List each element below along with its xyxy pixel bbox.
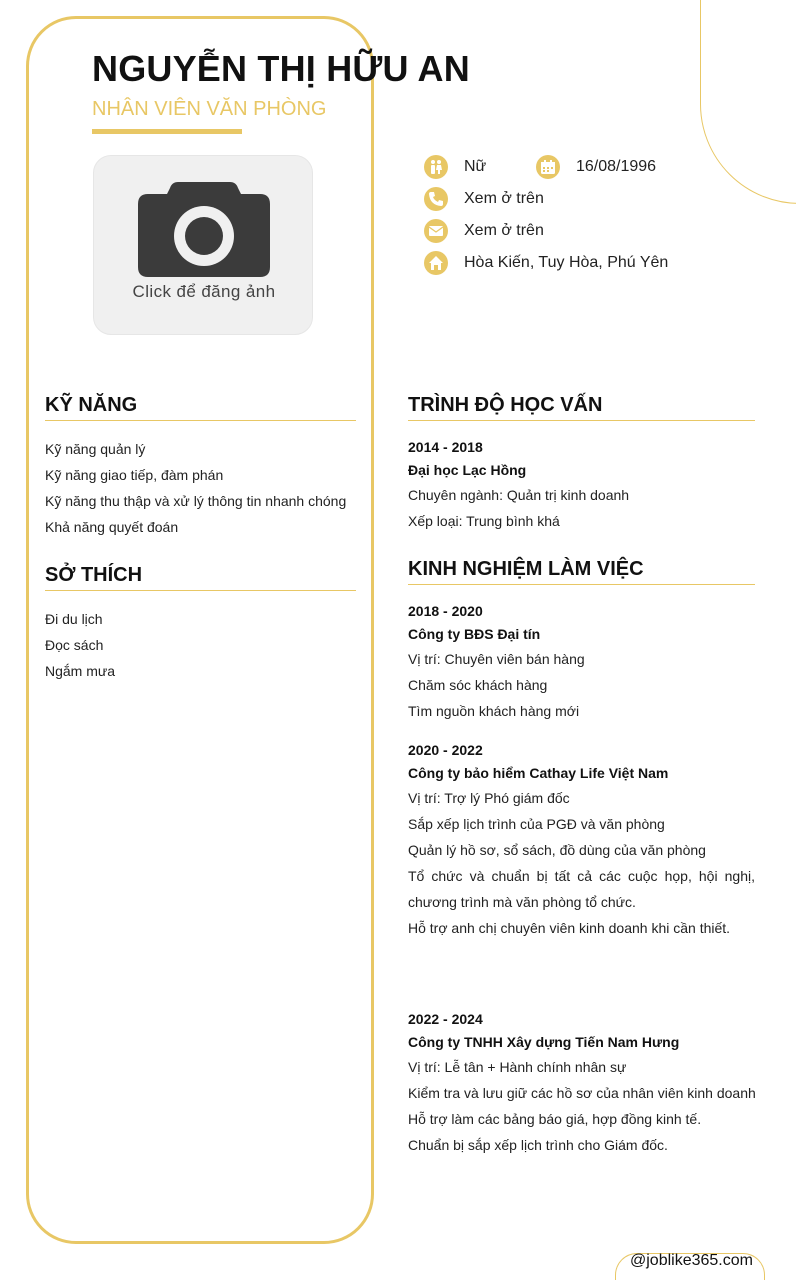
job-company: Công ty TNHH Xây dựng Tiến Nam Hưng xyxy=(408,1034,680,1050)
address-value: Hòa Kiến, Tuy Hòa, Phú Yên xyxy=(464,254,669,271)
experience-heading: KINH NGHIỆM LÀM VIỆC xyxy=(408,558,644,580)
job-line: Tìm nguồn khách hàng mới xyxy=(408,703,580,719)
photo-caption: Click để đăng ảnh xyxy=(132,282,276,301)
email-value: Xem ở trên xyxy=(464,222,544,239)
calendar-icon xyxy=(536,155,560,179)
hobby-item: Đi du lịch xyxy=(45,611,103,627)
job-years: 2022 - 2024 xyxy=(408,1011,483,1027)
skills-divider xyxy=(45,420,356,421)
title-underline xyxy=(92,129,242,134)
job-line: Hỗ trợ anh chị chuyên viên kinh doanh khi cần thiết. xyxy=(408,920,731,936)
photo-upload[interactable] xyxy=(93,155,313,335)
skill-item: Kỹ năng giao tiếp, đàm phán xyxy=(45,467,224,483)
education-years: 2014 - 2018 xyxy=(408,439,483,455)
job-line: Hỗ trợ làm các bảng báo giá, hợp đồng kinh tế. xyxy=(408,1111,702,1127)
hobbies-divider xyxy=(45,590,356,591)
job-line: Vị trí: Chuyên viên bán hàng xyxy=(408,651,585,667)
job-company: Công ty BĐS Đại tín xyxy=(408,626,541,642)
home-icon xyxy=(424,251,448,275)
top-right-decoration xyxy=(700,0,796,204)
phone-icon xyxy=(424,187,448,211)
job-line: Kiểm tra và lưu giữ các hồ sơ của nhân viên kinh doanh xyxy=(408,1085,756,1101)
gender-value: Nữ xyxy=(464,158,487,175)
phone-value: Xem ở trên xyxy=(464,190,544,207)
education-divider xyxy=(408,420,755,421)
job-line: Tổ chức và chuẩn bị tất cả các cuộc họp, hội nghị, xyxy=(408,868,755,884)
job-line: Vị trí: Trợ lý Phó giám đốc xyxy=(408,790,570,806)
education-heading: TRÌNH ĐỘ HỌC VẤN xyxy=(408,394,603,416)
skill-item: Khả năng quyết đoán xyxy=(45,519,179,535)
gender-icon xyxy=(424,155,448,179)
watermark: @joblike365.com xyxy=(630,1252,753,1269)
job-title: NHÂN VIÊN VĂN PHÒNG xyxy=(92,98,327,120)
education-school: Đại học Lạc Hồng xyxy=(408,462,527,478)
email-icon xyxy=(424,219,448,243)
job-line: Chuẩn bị sắp xếp lịch trình cho Giám đốc. xyxy=(408,1137,668,1153)
candidate-name: NGUYỄN THỊ HỮU AN xyxy=(92,48,470,89)
skills-heading: KỸ NĂNG xyxy=(45,394,138,416)
job-line: Vị trí: Lễ tân + Hành chính nhân sự xyxy=(408,1059,627,1075)
job-line: Chăm sóc khách hàng xyxy=(408,677,548,693)
job-years: 2018 - 2020 xyxy=(408,603,483,619)
experience-divider xyxy=(408,584,755,585)
skill-item: Kỹ năng thu thập và xử lý thông tin nhanh chóng xyxy=(45,493,347,509)
education-line: Xếp loại: Trung bình khá xyxy=(408,513,560,529)
job-line: Sắp xếp lịch trình của PGĐ và văn phòng xyxy=(408,816,665,832)
birthday-value: 16/08/1996 xyxy=(576,158,657,175)
hobby-item: Đọc sách xyxy=(45,637,104,653)
hobby-item: Ngắm mưa xyxy=(45,663,116,679)
job-company: Công ty bảo hiểm Cathay Life Việt Nam xyxy=(408,765,669,781)
education-line: Chuyên ngành: Quản trị kinh doanh xyxy=(408,487,630,503)
skill-item: Kỹ năng quản lý xyxy=(45,441,146,457)
hobbies-heading: SỞ THÍCH xyxy=(45,564,143,586)
job-years: 2020 - 2022 xyxy=(408,742,483,758)
job-line: Quản lý hồ sơ, sổ sách, đồ dùng của văn phòng xyxy=(408,842,706,858)
camera-icon xyxy=(138,182,270,277)
job-line: chương trình mà văn phòng tổ chức. xyxy=(408,894,636,910)
